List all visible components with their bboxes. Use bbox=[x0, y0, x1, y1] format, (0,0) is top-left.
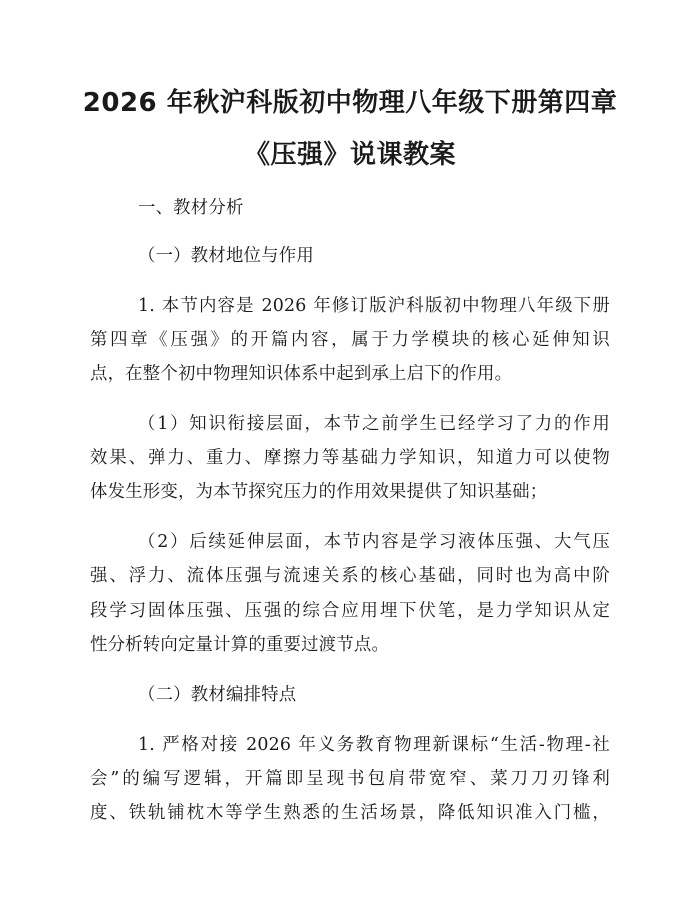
paragraph-4-line-2: 会”的编写逻辑，开篇即呈现书包肩带宽窄、菜刀刀刃锋利 bbox=[90, 769, 610, 789]
subsection-heading-status-role: （一）教材地位与作用 bbox=[138, 246, 314, 266]
subsection-heading-arrangement: （二）教材编排特点 bbox=[138, 685, 297, 705]
paragraph-1-line-3: 点，在整个初中物理知识体系中起到承上启下的作用。 bbox=[90, 364, 513, 384]
paragraph-1-line-1: 1. 本节内容是 2026 年修订版沪科版初中物理八年级下册 bbox=[138, 296, 610, 316]
paragraph-3-line-2: 强、浮力、流体压强与流速关系的核心基础，同时也为高中阶 bbox=[90, 566, 610, 586]
paragraph-2-line-2: 效果、弹力、重力、摩擦力等基础力学知识，知道力可以使物 bbox=[90, 448, 610, 468]
paragraph-3-line-4: 性分析转向定量计算的重要过渡节点。 bbox=[90, 635, 390, 655]
paragraph-4-line-3: 度、铁轨铺枕木等学生熟悉的生活场景，降低知识准入门槛， bbox=[90, 803, 610, 823]
document-title-line-2: 《压强》说课教案 bbox=[243, 140, 456, 170]
paragraph-3-line-1: （2）后续延伸层面，本节内容是学习液体压强、大气压 bbox=[138, 532, 610, 552]
paragraph-3-line-3: 段学习固体压强、压强的综合应用埋下伏笔，是力学知识从定 bbox=[90, 601, 610, 621]
document-title-line-1: 2026 年秋沪科版初中物理八年级下册第四章 bbox=[82, 88, 618, 118]
paragraph-1-line-2: 第四章《压强》的开篇内容，属于力学模块的核心延伸知识 bbox=[90, 330, 610, 350]
section-heading-textbook-analysis: 一、教材分析 bbox=[138, 198, 244, 218]
paragraph-4-line-1: 1. 严格对接 2026 年义务教育物理新课标“生活-物理-社 bbox=[138, 735, 610, 755]
paragraph-2-line-3: 体发生形变，为本节探究压力的作用效果提供了知识基础； bbox=[90, 482, 548, 502]
paragraph-2-line-1: （1）知识衔接层面，本节之前学生已经学习了力的作用 bbox=[138, 414, 610, 434]
